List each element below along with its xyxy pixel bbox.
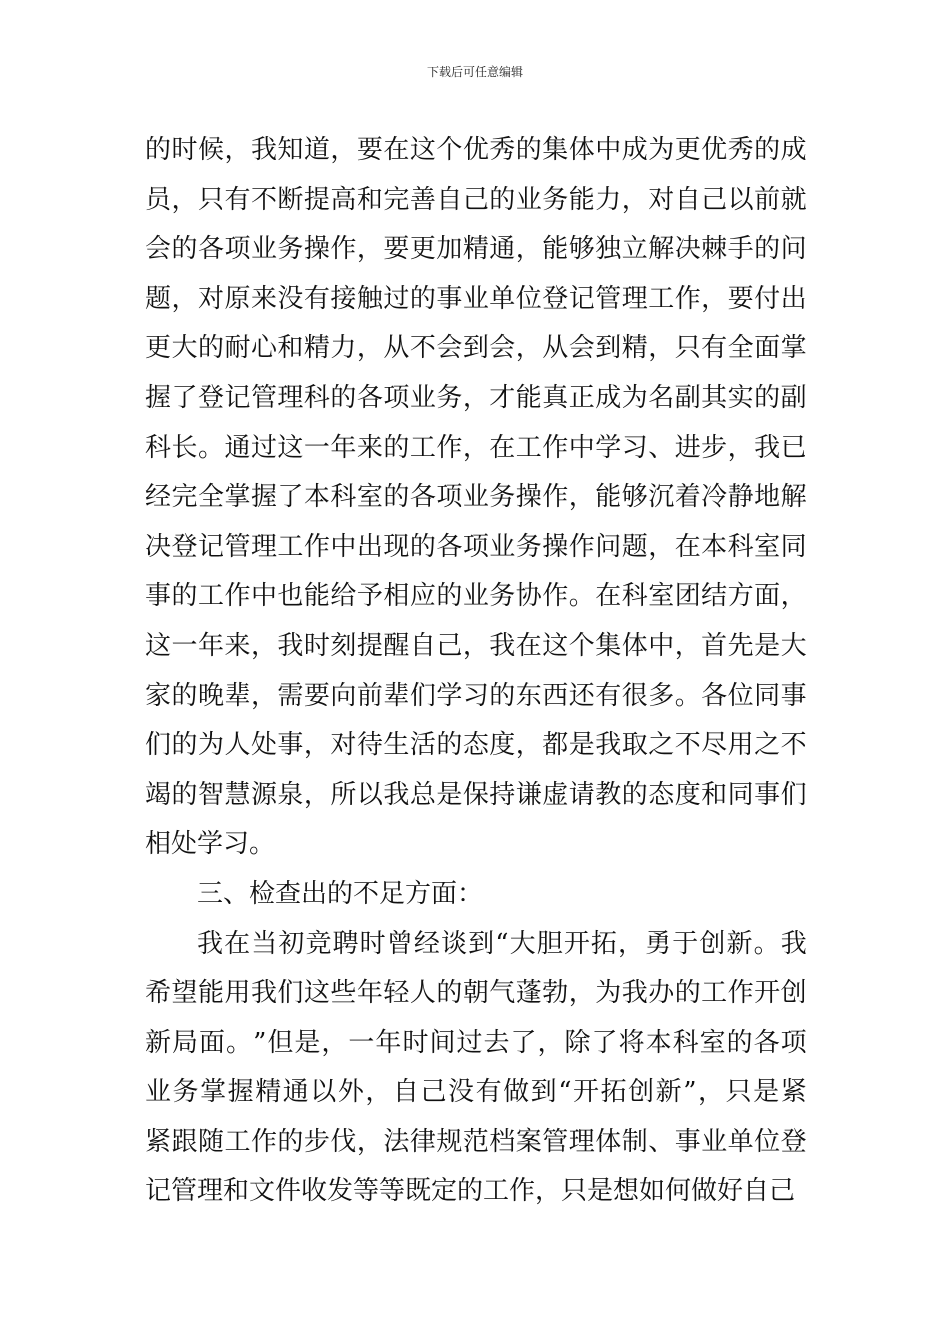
text-line: 三、检查出的不足方面： xyxy=(197,878,484,909)
text-line: 事 的 工 作 中 也 能 给 予 相 应 的 业 务 协 作 。 在 科 室 团 结 方 面 ， xyxy=(145,581,807,612)
text-line: 希 望 能 用 我 们 这 些 年 轻 人 的 朝 气 蓬 勃 ， 为 我 办 的 工 作 开 创 xyxy=(145,978,807,1009)
text-line: 握 了 登 记 管 理 科 的 各 项 业 务 ， 才 能 真 正 成 为 名 副 其 实 的 副 xyxy=(145,382,807,413)
text-line: 经 完 全 掌 握 了 本 科 室 的 各 项 业 务 操 作 ， 能 够 沉 着 冷 静 地 解 xyxy=(145,482,807,513)
text-line: 竭 的 智 慧 源 泉 ， 所 以 我 总 是 保 持 谦 虚 请 教 的 态 度 和 同 事 们 xyxy=(145,779,807,810)
text-line: 的 时 候 ， 我 知 道 ， 要 在 这 个 优 秀 的 集 体 中 成 为 更 优 秀 的 成 xyxy=(145,135,807,165)
paragraph xyxy=(145,870,807,920)
text-line: 新 局 面 。 ” 但 是 ， 一 年 时 间 过 去 了 ， 除 了 将 本 科 室 的 各 项 xyxy=(145,1027,807,1058)
text-line: 更 大 的 耐 心 和 精 力 ， 从 不 会 到 会 ， 从 会 到 精 ， 只 有 全 面 掌 xyxy=(145,333,807,364)
text-line: 记管理和文件收发等等既定的工作，只是想如何做好自己 xyxy=(145,1176,796,1207)
text-line: 科 长 。 通 过 这 一 年 来 的 工 作 ， 在 工 作 中 学 习 、 进 步 ， 我 已 xyxy=(145,432,807,463)
text-line: 家 的 晚 辈 ， 需 要 向 前 辈 们 学 习 的 东 西 还 有 很 多 。 各 位 同 事 xyxy=(145,680,807,711)
text-line: 决 登 记 管 理 工 作 中 出 现 的 各 项 业 务 操 作 问 题 ， 在 本 科 室 同 xyxy=(145,531,807,562)
text-line: 相处学习。 xyxy=(145,829,276,860)
text-line: 业 务 掌 握 精 通 以 外 ， 自 己 没 有 做 到 “ 开 拓 创 新 ” ， 只 是 紧 xyxy=(145,1077,807,1108)
text-line: 员 ， 只 有 不 断 提 高 和 完 善 自 己 的 业 务 能 力 ， 对 自 己 以 前 就 xyxy=(145,184,807,215)
text-line: 题 ， 对 原 来 没 有 接 触 过 的 事 业 单 位 登 记 管 理 工 作 ， 要 付 出 xyxy=(145,283,807,314)
text-line: 这 一 年 来 ， 我 时 刻 提 醒 自 己 ， 我 在 这 个 集 体 中 ， 首 先 是 大 xyxy=(145,630,807,661)
text-line: 们 的 为 人 处 事 ， 对 待 生 活 的 态 度 ， 都 是 我 取 之 不 尽 用 之 不 xyxy=(145,730,807,761)
paragraph xyxy=(145,126,807,870)
paragraph xyxy=(145,920,807,1218)
document-body xyxy=(145,126,807,1217)
page-header: 下载后可任意编辑 xyxy=(426,65,523,79)
text-line: 紧 跟 随 工 作 的 步 伐 ， 法 律 规 范 档 案 管 理 体 制 、 事 业 单 位 登 xyxy=(145,1126,807,1157)
text-line: 我 在 当 初 竞 聘 时 曾 经 谈 到 “ 大 胆 开 拓 ， 勇 于 创 新 。 我 xyxy=(197,928,807,959)
text-line: 会 的 各 项 业 务 操 作 ， 要 更 加 精 通 ， 能 够 独 立 解 决 棘 手 的 问 xyxy=(145,234,807,265)
